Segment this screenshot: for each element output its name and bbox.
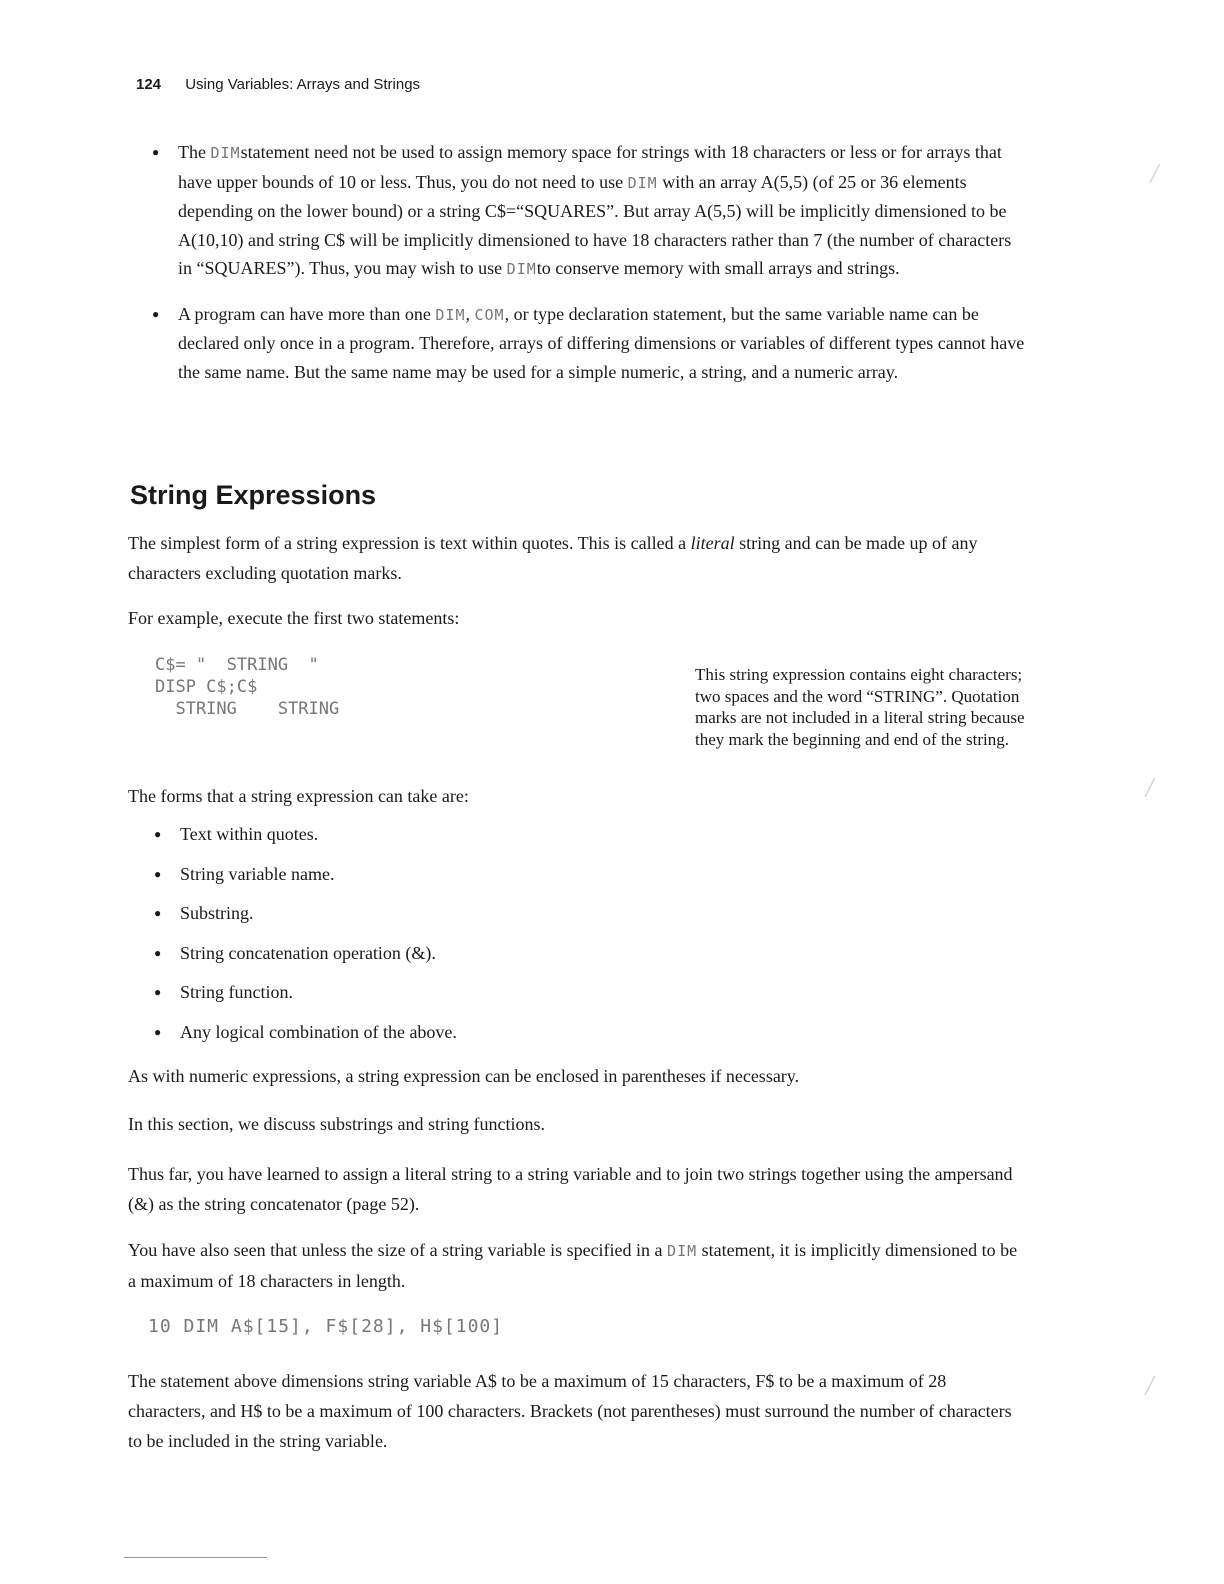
section-heading: String Expressions <box>130 480 377 510</box>
list-item: ● String concatenation operation (&). <box>150 939 1030 968</box>
code-example: C$= " STRING " DISP C$;C$ STRING STRING <box>155 655 340 719</box>
margin-mark: ╱ <box>1145 1378 1155 1395</box>
margin-mark: ╱ <box>1150 166 1160 183</box>
footer-rule <box>124 1557 267 1558</box>
intro-paragraph: The simplest form of a string expression is text within quotes. This is called a literal string and can be made up of any characters excluding quotation marks. <box>128 533 978 583</box>
dim-code-line: 10 DIM A$[15], F$[28], H$[100] <box>148 1316 504 1337</box>
margin-mark: ╱ <box>1145 780 1155 797</box>
page-number: 124 <box>136 76 162 93</box>
list-item: ● Text within quotes. <box>150 820 1030 849</box>
also-paragraph: You have also seen that unless the size of a string variable is specified in a DIM statement, it is implicitly dimensioned to be a maximum of 18 characters in length. <box>128 1240 1018 1291</box>
list-item: ● String variable name. <box>150 860 1030 889</box>
list-item: ● Substring. <box>150 899 1030 928</box>
example-intro: For example, execute the first two statements: <box>128 608 460 628</box>
running-title: Using Variables: Arrays and Strings <box>185 76 421 93</box>
final-paragraph: The statement above dimensions string variable A$ to be a maximum of 15 characters, F$ to be a maximum of 28 characters, and H$ to be a maximum of 100 characters. Brackets (not parentheses) must surround the number of characters to be included in the string variable. <box>128 1371 1012 1451</box>
section-paragraph: In this section, we discuss substrings and string functions. <box>128 1114 545 1134</box>
forms-list <box>150 820 1030 1057</box>
list-item: ● String function. <box>150 978 1030 1007</box>
list-item: ● The DIMstatement need not be used to assign memory space for strings with 18 characters or less or for arrays that have upper bounds of 10 or less. Thus, you do not need to use DIM with an array A(5,5) (of 25 or 36 elements depending on the lower bound) or a string C$=“SQUARES”. But array A(5,5) will be implicitly dimensioned to be A(10,10) and string C$ will be implicitly dimensioned to have 18 characters rather than 7 (the number of characters in “SQUARES”). Thus, you may wish to use DIMto conserve memory with small arrays and strings. <box>148 138 1028 284</box>
forms-intro: The forms that a string expression can take are: <box>128 786 469 806</box>
list-item: ● Any logical combination of the above. <box>150 1018 1030 1047</box>
thus-far-paragraph: Thus far, you have learned to assign a literal string to a string variable and to join two strings together using the ampersand (&) as the string concatenator (page 52). <box>128 1164 1013 1214</box>
code-note: This string expression contains eight characters; two spaces and the word “STRING”. Quotation marks are not included in a literal string because they mark the beginning and end of the string. <box>695 665 1025 749</box>
notes-list <box>148 138 1028 402</box>
parentheses-paragraph: As with numeric expressions, a string expression can be enclosed in parentheses if necessary. <box>128 1066 800 1086</box>
list-item: ● A program can have more than one DIM, COM, or type declaration statement, but the same variable name can be declared only once in a program. Therefore, arrays of differing dimensions or variables of different types cannot have the same name. But the same name may be used for a simple numeric, a string, and a numeric array. <box>148 300 1028 387</box>
page-header <box>136 76 420 93</box>
